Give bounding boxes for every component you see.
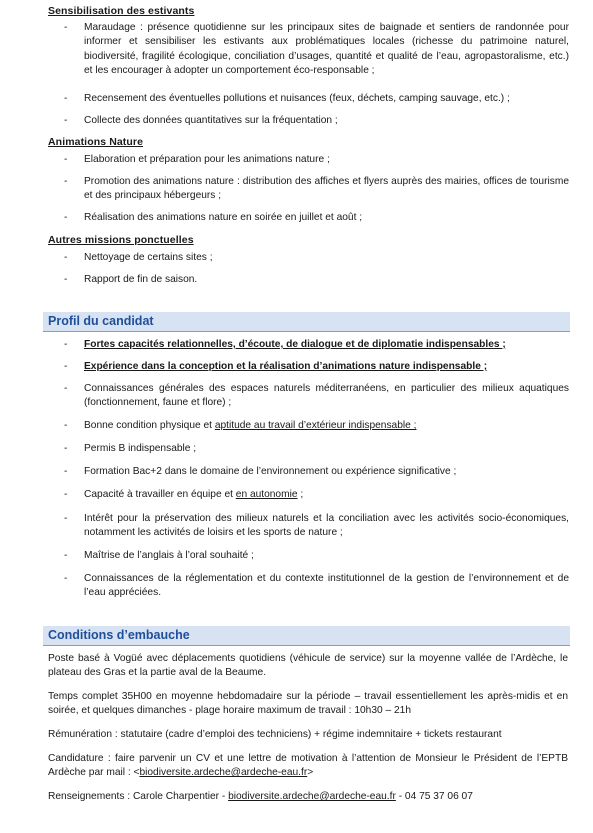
email-link[interactable]: biodiversite.ardeche@ardeche-eau.fr: [228, 791, 396, 802]
subheading-sensibilisation: Sensibilisation des estivants: [48, 5, 195, 17]
paragraph-remuneration: Rémunération : statutaire (cadre d’emploi des techniciens) + régime indemnitaire + tickets restaurant: [48, 729, 502, 740]
list-item: - Intérêt pour la préservation des milieux naturels et la conciliation avec les activités socio-économiques, notamment les activités de loisirs et les sports de nature ;: [64, 513, 569, 539]
email-link[interactable]: biodiversite.ardeche@ardeche-eau.fr: [139, 767, 308, 779]
section-title: Conditions d’embauche: [48, 628, 190, 642]
list-item: - Maîtrise de l’anglais à l’oral souhaité ;: [64, 550, 254, 561]
list-item: - Promotion des animations nature : distribution des affiches et flyers auprès des mairies, offices de tourisme et des principaux hébergeurs ;: [64, 176, 569, 202]
list-item: - Nettoyage de certains sites ;: [64, 252, 213, 263]
paragraph-location: Poste basé à Vogüé avec déplacements quotidiens (véhicule de service) sur la moyenne vallée de l’Ardèche, le plateau des Gras et la partie aval de la Beaume.: [48, 653, 568, 679]
list-item: - Permis B indispensable ;: [64, 443, 197, 454]
paragraph-candidature: Candidature : faire parvenir un CV et une lettre de motivation à l’attention de Monsieur le Président de l’EPTB Ardèche par mail : <biodiversite.ardeche@ardeche-eau.fr>: [48, 753, 568, 779]
list-item: - Formation Bac+2 dans le domaine de l’environnement ou expérience significative ;: [64, 466, 457, 477]
list-item: - Connaissances de la réglementation et du contexte institutionnel de la gestion de l’environnement et de l’eau appréciées.: [64, 573, 569, 599]
list-item: - Fortes capacités relationnelles, d’écoute, de dialogue et de diplomatie indispensables ;: [64, 339, 506, 350]
list-item: - Maraudage : présence quotidienne sur les principaux sites de baignade et sentiers de randonnée pour informer et sensibiliser les estivants aux problématiques locales (richesse du patrimoine naturel, biodiversité, fragilité écologique, conciliation d’usages, quantité et qualité de l’eau, agropastoralisme, etc.) et les encourager à adopter un comportement éco-responsable ;: [64, 22, 569, 77]
list-item: - Réalisation des animations nature en soirée en juillet et août ;: [64, 212, 363, 223]
list-item: - Connaissances générales des espaces naturels méditerranéens, en particulier des milieux aquatiques (fonctionnement, faune et flore) ;: [64, 383, 569, 409]
list-item: - Recensement des éventuelles pollutions et nuisances (feux, déchets, camping sauvage, etc.) ;: [64, 93, 510, 104]
section-header-conditions: [43, 626, 570, 646]
paragraph-schedule: Temps complet 35H00 en moyenne hebdomadaire sur la période – travail essentiellement les après-midis et en soirée, et quelques dimanches - plage horaire maximum de travail : 10h30 – 21h: [48, 691, 568, 717]
section-title: Profil du candidat: [48, 314, 154, 328]
paragraph-renseignements: Renseignements : Carole Charpentier - biodiversite.ardeche@ardeche-eau.fr - 04 75 37 06 07: [48, 791, 473, 802]
subheading-animations: Animations Nature: [48, 136, 144, 148]
section-header-profil: [43, 312, 570, 332]
list-item: - Expérience dans la conception et la réalisation d’animations nature indispensable ;: [64, 361, 488, 372]
list-item: - Bonne condition physique et aptitude au travail d’extérieur indispensable ;: [64, 420, 417, 431]
list-item: - Elaboration et préparation pour les animations nature ;: [64, 154, 330, 165]
subheading-autres: Autres missions ponctuelles: [48, 234, 194, 246]
list-item: - Rapport de fin de saison.: [64, 274, 198, 285]
list-item: - Capacité à travailler en équipe et en autonomie ;: [64, 489, 304, 500]
list-item: - Collecte des données quantitatives sur la fréquentation ;: [64, 115, 338, 126]
